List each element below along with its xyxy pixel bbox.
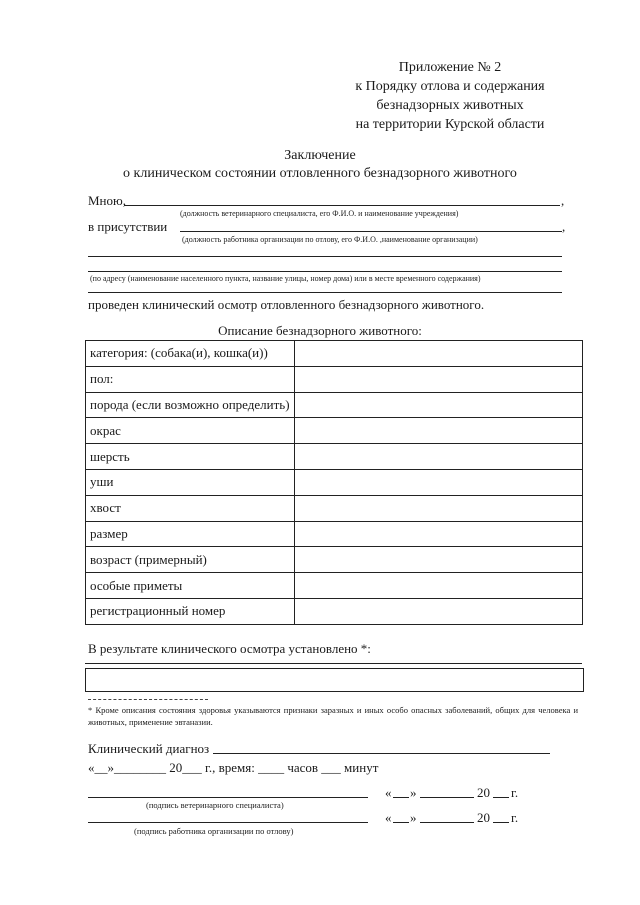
- table-row: [86, 444, 583, 470]
- year-suffix: г.: [511, 810, 519, 825]
- year-prefix: 20: [477, 810, 490, 825]
- year-prefix: 20: [477, 785, 490, 800]
- conducted-text: проведен клинический осмотр отловленного безнадзорного животного.: [88, 297, 485, 312]
- table-row: [86, 418, 583, 444]
- date-quote-open: «: [385, 810, 392, 825]
- address-field-3[interactable]: [88, 292, 562, 293]
- vet-signature-caption: (подпись ветеринарного специалиста): [146, 800, 284, 810]
- presence-label: в присутствии: [88, 219, 168, 234]
- row-value[interactable]: [295, 392, 583, 418]
- row-label: хвост: [86, 495, 295, 521]
- table-row: [86, 392, 583, 418]
- table-row: [86, 366, 583, 392]
- table-row: [86, 547, 583, 573]
- catcher-sign-year-field[interactable]: [493, 822, 509, 823]
- diagnosis-field[interactable]: [213, 753, 550, 754]
- row-value[interactable]: [295, 547, 583, 573]
- row-label: размер: [86, 521, 295, 547]
- annex-line-3: безнадзорных животных: [376, 98, 524, 113]
- table-row: [86, 495, 583, 521]
- address-field-1[interactable]: [88, 256, 562, 257]
- row-value[interactable]: [295, 598, 583, 624]
- row-value[interactable]: [295, 418, 583, 444]
- footnote-divider: [88, 699, 208, 700]
- document-subtitle: о клиническом состоянии отловленного безнадзорного животного: [123, 166, 517, 181]
- annex-line-4: на территории Курской области: [355, 117, 545, 132]
- row-label: категория: (собака(и), кошка(и)): [86, 341, 295, 367]
- catcher-caption: (должность работника организации по отлову, его Ф.И.О. ,наименование организации): [182, 235, 478, 244]
- document-title: Заключение: [284, 148, 356, 163]
- row-label: порода (если возможно определить): [86, 392, 295, 418]
- year-suffix: г.: [511, 785, 519, 800]
- table-row: [86, 573, 583, 599]
- table-row: [86, 521, 583, 547]
- vet-specialist-field[interactable]: [124, 205, 560, 206]
- row-value[interactable]: [295, 495, 583, 521]
- table-row: [86, 598, 583, 624]
- date-quote-open: «: [385, 785, 392, 800]
- vet-signature-field[interactable]: [88, 797, 368, 798]
- result-label: В результате клинического осмотра установлено *:: [88, 641, 371, 656]
- mnoyu-label: Мною,: [88, 193, 126, 208]
- comma: ,: [561, 193, 565, 208]
- vet-sign-day-field[interactable]: [393, 797, 409, 798]
- description-heading: Описание безнадзорного животного:: [218, 323, 422, 338]
- vet-sign-year-field[interactable]: [493, 797, 509, 798]
- row-label: окрас: [86, 418, 295, 444]
- table-row: [86, 469, 583, 495]
- row-label: особые приметы: [86, 573, 295, 599]
- row-value[interactable]: [295, 366, 583, 392]
- row-value[interactable]: [295, 521, 583, 547]
- row-label: возраст (примерный): [86, 547, 295, 573]
- row-label: уши: [86, 469, 295, 495]
- date-quote-close: »: [410, 810, 417, 825]
- annex-header: [330, 58, 570, 134]
- footnote: * Кроме описания состояния здоровья указываются признаки заразных и иных особо опасных заболеваний, общих для человека и животных, применение эвтаназии.: [88, 705, 578, 727]
- address-field-2[interactable]: [88, 271, 562, 272]
- description-table: [85, 340, 583, 625]
- catcher-field[interactable]: [180, 231, 562, 232]
- row-value[interactable]: [295, 469, 583, 495]
- row-label: пол:: [86, 366, 295, 392]
- result-field[interactable]: [85, 663, 582, 664]
- address-caption: (по адресу (наименование населенного пункта, название улицы, номер дома) или в месте временного содержания): [90, 274, 481, 283]
- vet-sign-month-field[interactable]: [420, 797, 474, 798]
- row-label: регистрационный номер: [86, 598, 295, 624]
- vet-specialist-caption: (должность ветеринарного специалиста, его Ф.И.О. и наименование учреждения): [180, 209, 459, 218]
- annex-line-2: к Порядку отлова и содержания: [355, 79, 545, 94]
- annex-number: Приложение № 2: [398, 60, 502, 75]
- catcher-sign-day-field[interactable]: [393, 822, 409, 823]
- exam-date-line[interactable]: «__»________ 20___ г., время: ____ часов ___ минут: [88, 760, 379, 775]
- result-box[interactable]: [85, 668, 584, 692]
- diagnosis-label: Клинический диагноз: [88, 741, 210, 756]
- catcher-sign-month-field[interactable]: [420, 822, 474, 823]
- table-row: [86, 341, 583, 367]
- row-value[interactable]: [295, 341, 583, 367]
- catcher-signature-caption: (подпись работника организации по отлову): [134, 826, 294, 836]
- comma: ,: [562, 219, 566, 234]
- catcher-signature-field[interactable]: [88, 822, 368, 823]
- row-value[interactable]: [295, 573, 583, 599]
- row-label: шерсть: [86, 444, 295, 470]
- date-quote-close: »: [410, 785, 417, 800]
- row-value[interactable]: [295, 444, 583, 470]
